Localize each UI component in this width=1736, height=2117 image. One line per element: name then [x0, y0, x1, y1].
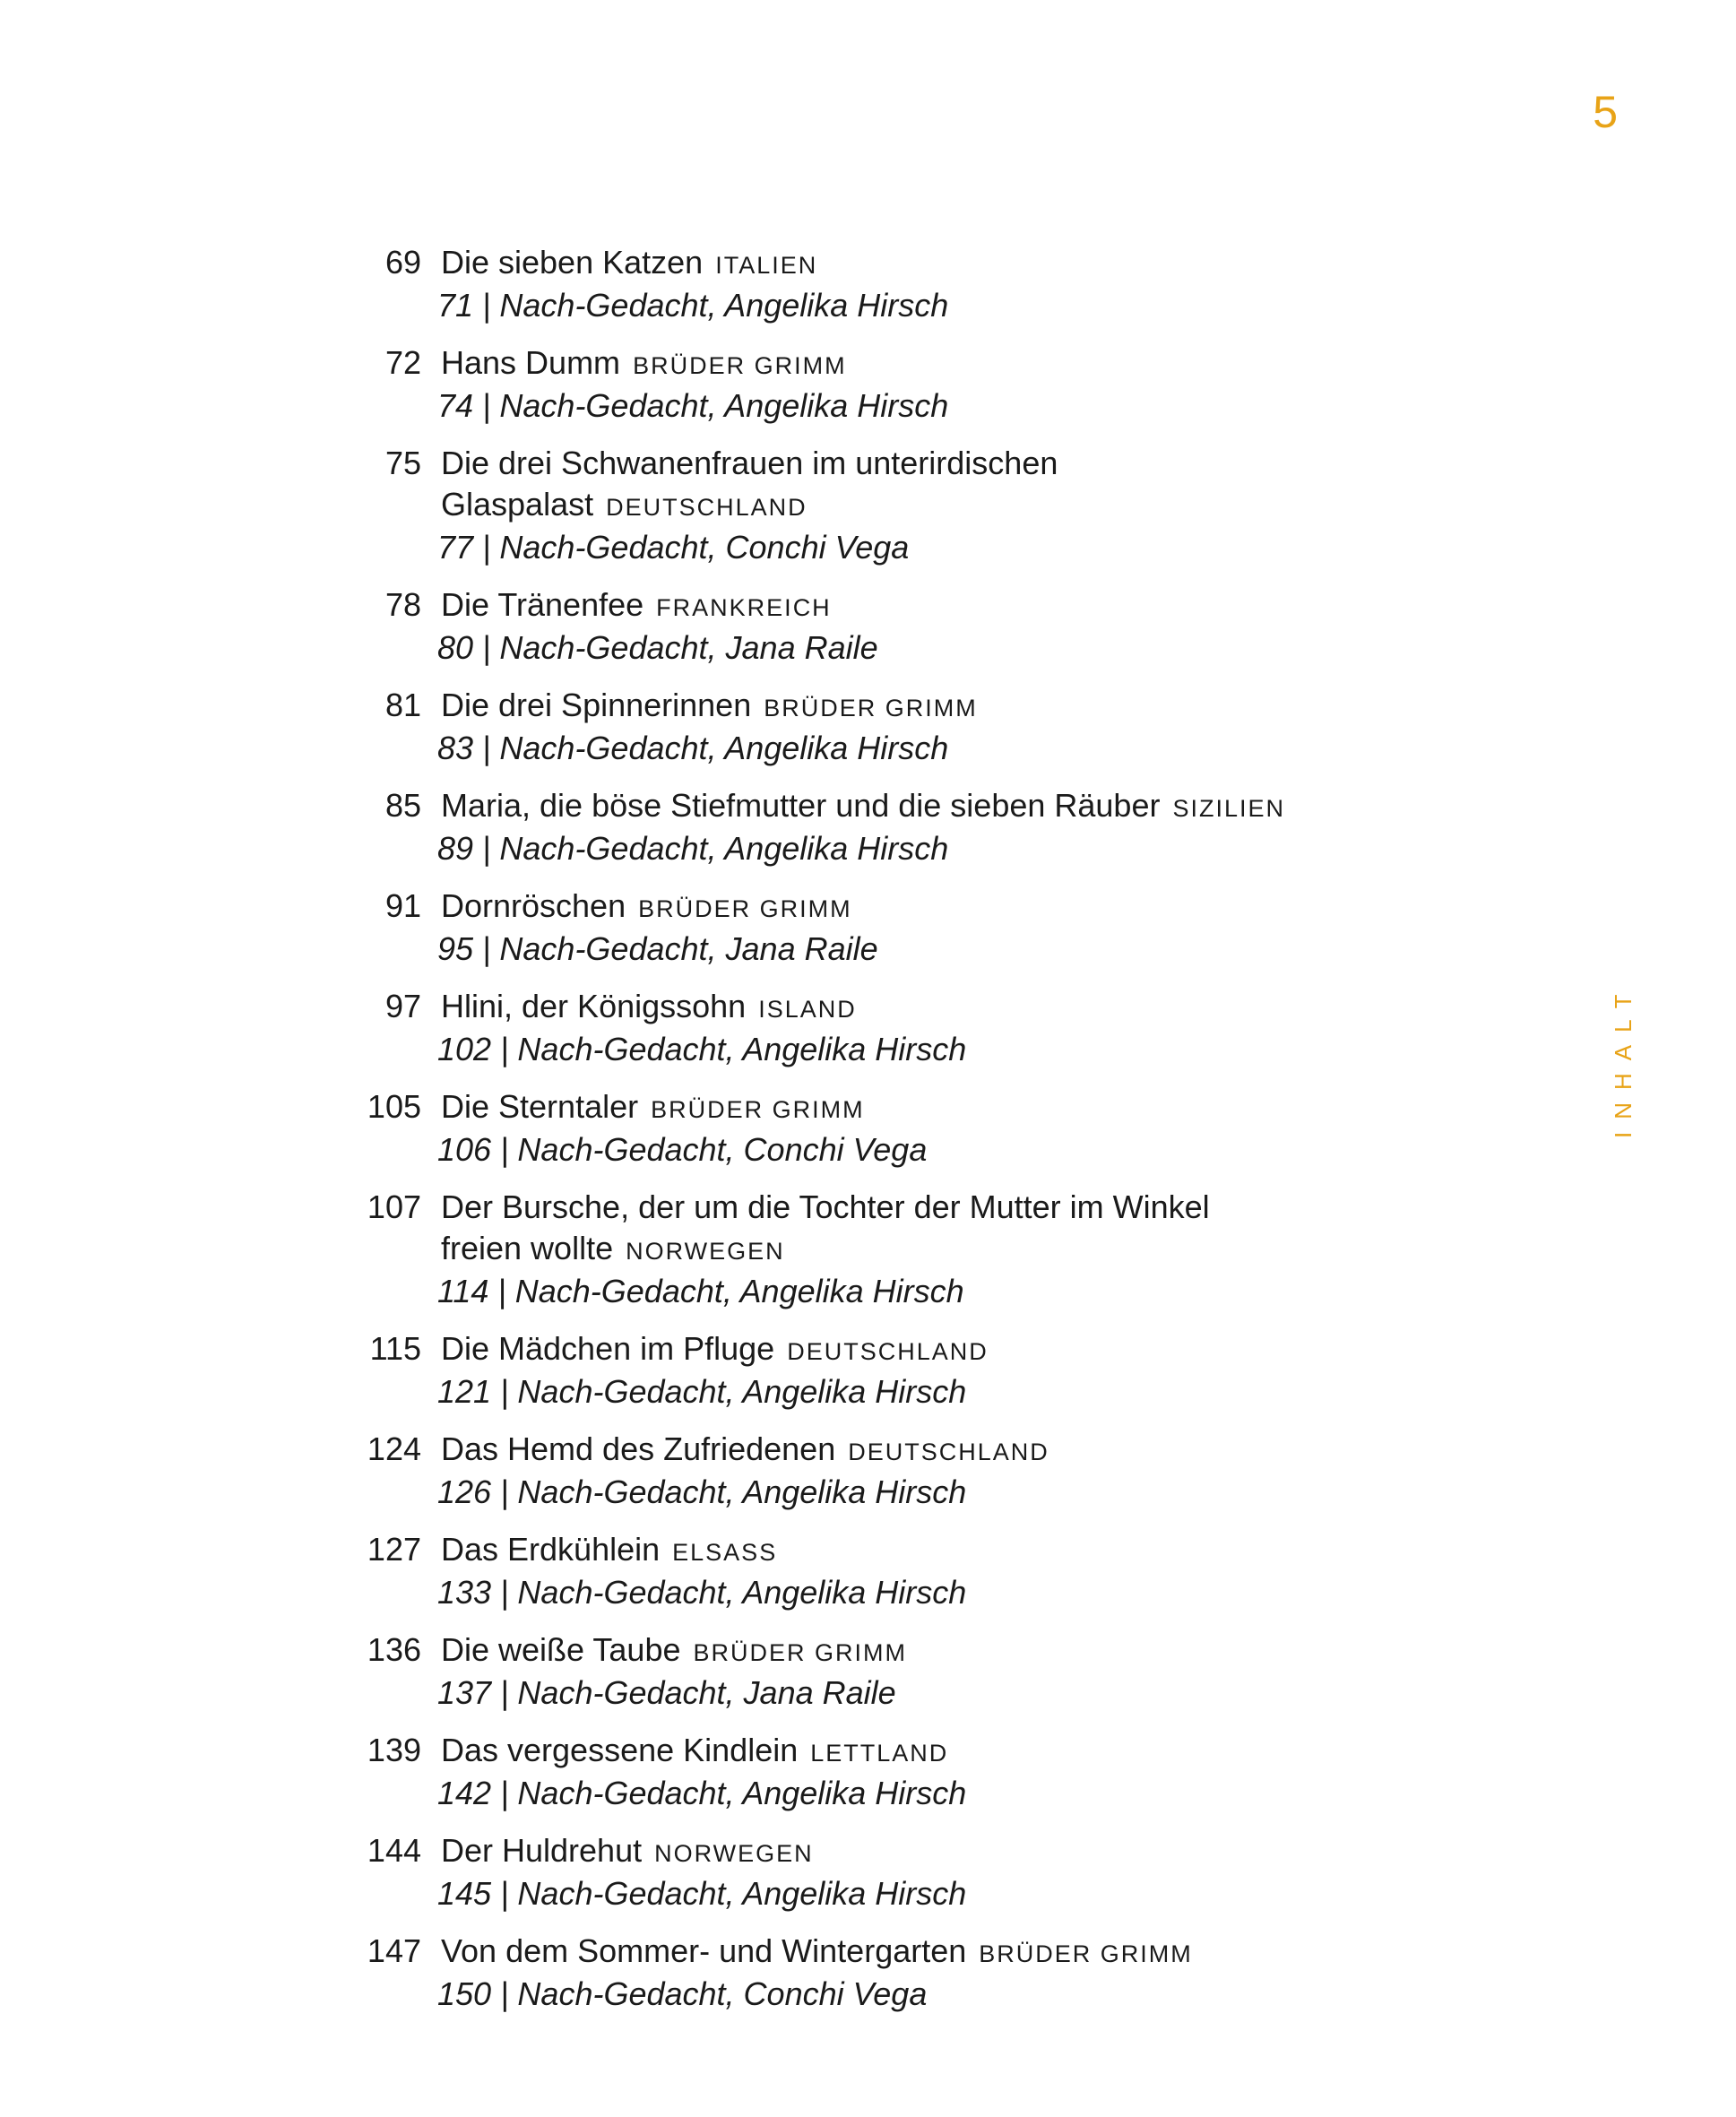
entry-title: Hlini, der Königssohn [441, 988, 747, 1024]
entry-origin: SIZILIEN [1172, 795, 1286, 822]
entry-title-line [441, 584, 1425, 628]
entry-title-line [441, 886, 1425, 929]
entry-afterword: 77 | Nach-Gedacht, Conchi Vega [437, 529, 910, 566]
entry-title: Der Huldrehut [441, 1832, 643, 1869]
toc-entry[interactable] [350, 785, 1425, 868]
entry-page-number: 144 [367, 1832, 421, 1869]
entry-page-number: 72 [384, 344, 421, 381]
toc-entry[interactable] [350, 685, 1425, 768]
entry-origin: FRANKREICH [656, 594, 832, 621]
entry-afterword: 95 | Nach-Gedacht, Jana Raile [437, 930, 878, 967]
entry-page-number: 136 [367, 1631, 421, 1668]
entry-origin: LETTLAND [810, 1740, 949, 1767]
entry-title: Hans Dumm [441, 344, 621, 381]
entry-origin: DEUTSCHLAND [606, 494, 808, 521]
entry-origin: DEUTSCHLAND [848, 1439, 1049, 1465]
toc-entry[interactable] [350, 1629, 1425, 1713]
entry-page-number: 124 [367, 1430, 421, 1467]
entry-origin: ISLAND [758, 996, 857, 1023]
toc-entry[interactable] [350, 584, 1425, 668]
entry-origin: BRÜDER GRIMM [764, 695, 978, 722]
toc-entry[interactable] [350, 986, 1425, 1069]
section-label: INHALT [1610, 981, 1637, 1138]
entry-title-line [441, 1529, 1425, 1573]
entry-title: Von dem Sommer- und Wintergarten [441, 1932, 967, 1969]
entry-title-line [441, 1730, 1425, 1774]
entry-afterword: 145 | Nach-Gedacht, Angelika Hirsch [437, 1875, 967, 1912]
toc-entry[interactable] [350, 242, 1425, 325]
entry-page-number: 127 [367, 1531, 421, 1568]
entry-afterword: 106 | Nach-Gedacht, Conchi Vega [437, 1131, 928, 1168]
entry-title: Maria, die böse Stiefmutter und die sieben Räuber [441, 787, 1161, 824]
entry-afterword: 150 | Nach-Gedacht, Conchi Vega [437, 1975, 928, 2012]
entry-title-line [441, 986, 1425, 1030]
entry-origin: ITALIEN [715, 252, 818, 279]
entry-title-line [441, 1187, 1248, 1272]
page-number: 5 [1593, 87, 1618, 137]
entry-page-number: 81 [384, 687, 421, 723]
entry-title: Die weiße Taube [441, 1631, 681, 1668]
toc-entry[interactable] [350, 1730, 1425, 1813]
entry-origin: BRÜDER GRIMM [633, 352, 847, 379]
toc-entry[interactable] [350, 1086, 1425, 1170]
entry-title-line [441, 1328, 1425, 1372]
entry-page-number: 85 [384, 787, 421, 824]
entry-afterword: 121 | Nach-Gedacht, Angelika Hirsch [437, 1373, 967, 1410]
entry-title: Das vergessene Kindlein [441, 1732, 799, 1768]
entry-origin: BRÜDER GRIMM [638, 895, 852, 922]
entry-title: Der Bursche, der um die Tochter der Mutter im Winkel freien wollte [441, 1188, 1210, 1266]
entry-afterword: 83 | Nach-Gedacht, Angelika Hirsch [437, 730, 949, 766]
entry-title-line [441, 1931, 1425, 1974]
toc-entry[interactable] [350, 1529, 1425, 1612]
entry-title: Die Tränenfee [441, 586, 644, 623]
toc-entry[interactable] [350, 1429, 1425, 1512]
toc-entry[interactable] [350, 1830, 1425, 1914]
entry-origin: NORWEGEN [654, 1840, 814, 1867]
entry-afterword: 80 | Nach-Gedacht, Jana Raile [437, 629, 878, 666]
toc-entry[interactable] [350, 1328, 1425, 1412]
entry-origin: BRÜDER GRIMM [979, 1940, 1193, 1967]
entry-page-number: 105 [367, 1088, 421, 1125]
entry-title-line [441, 242, 1425, 286]
entry-title: Das Hemd des Zufriedenen [441, 1430, 836, 1467]
entry-afterword: 71 | Nach-Gedacht, Angelika Hirsch [437, 287, 949, 324]
entry-page-number: 97 [384, 988, 421, 1024]
entry-title: Die Sterntaler [441, 1088, 639, 1125]
entry-title-line [441, 1629, 1425, 1673]
entry-page-number: 147 [367, 1932, 421, 1969]
entry-page-number: 78 [384, 586, 421, 623]
entry-title-line [441, 685, 1425, 729]
entry-title-line [441, 443, 1086, 528]
toc-entry[interactable] [350, 1931, 1425, 2014]
entry-afterword: 114 | Nach-Gedacht, Angelika Hirsch [437, 1273, 964, 1309]
toc-entry[interactable] [350, 886, 1425, 969]
entry-origin: BRÜDER GRIMM [693, 1639, 908, 1666]
entry-afterword: 137 | Nach-Gedacht, Jana Raile [437, 1674, 896, 1711]
toc-entry[interactable] [350, 443, 1425, 567]
entry-origin: BRÜDER GRIMM [651, 1096, 865, 1123]
entry-afterword: 102 | Nach-Gedacht, Angelika Hirsch [437, 1031, 967, 1067]
entry-title: Die sieben Katzen [441, 244, 704, 281]
entry-title: Dornröschen [441, 887, 626, 924]
entry-page-number: 69 [384, 244, 421, 281]
entry-title-line [441, 1086, 1425, 1130]
entry-afterword: 74 | Nach-Gedacht, Angelika Hirsch [437, 387, 949, 424]
entry-title-line [441, 1429, 1425, 1473]
entry-title: Das Erdkühlein [441, 1531, 661, 1568]
entry-title: Die drei Schwanenfrauen im unterirdischen Glaspalast [441, 445, 1058, 523]
entry-afterword: 89 | Nach-Gedacht, Angelika Hirsch [437, 830, 949, 867]
table-of-contents [350, 242, 1425, 2031]
entry-origin: NORWEGEN [626, 1238, 785, 1265]
entry-page-number: 75 [384, 445, 421, 481]
toc-entry[interactable] [350, 342, 1425, 426]
entry-title: Die drei Spinnerinnen [441, 687, 752, 723]
entry-page-number: 107 [367, 1188, 421, 1225]
entry-page-number: 91 [384, 887, 421, 924]
entry-title-line [441, 1830, 1425, 1874]
entry-title-line [441, 342, 1425, 386]
entry-page-number: 139 [367, 1732, 421, 1768]
entry-afterword: 142 | Nach-Gedacht, Angelika Hirsch [437, 1775, 967, 1811]
entry-title-line [441, 785, 1425, 829]
entry-page-number: 115 [369, 1330, 421, 1367]
entry-origin: ELSASS [672, 1539, 778, 1566]
entry-origin: DEUTSCHLAND [787, 1338, 989, 1365]
entry-title: Die Mädchen im Pfluge [441, 1330, 775, 1367]
entry-afterword: 126 | Nach-Gedacht, Angelika Hirsch [437, 1473, 967, 1510]
toc-entry[interactable] [350, 1187, 1425, 1311]
entry-afterword: 133 | Nach-Gedacht, Angelika Hirsch [437, 1574, 967, 1611]
